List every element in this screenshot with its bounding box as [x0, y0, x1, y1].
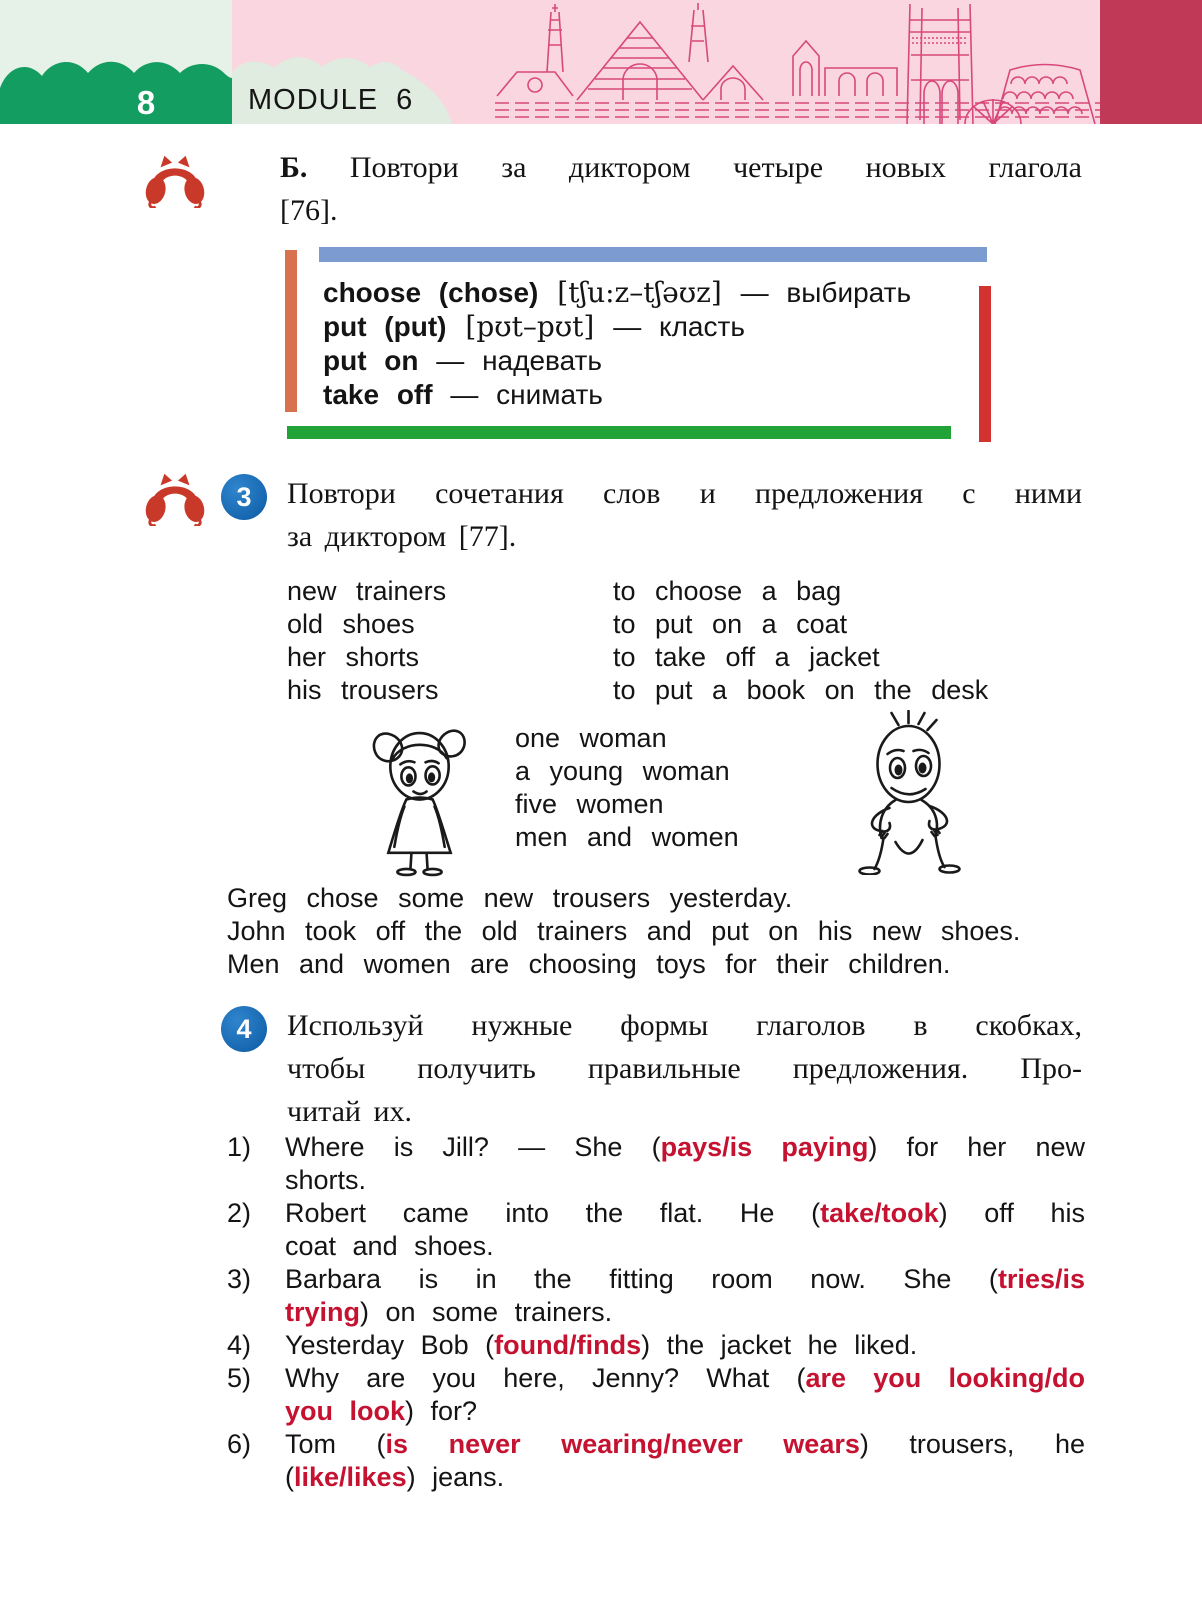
headphones-icon: [144, 150, 206, 208]
item-number: 4): [227, 1330, 252, 1360]
section-b-text: Б. Повтори за диктором четыре новых глагола [76].: [280, 151, 1082, 227]
word-list-left: new trainers old shoes her shorts his trousers: [287, 576, 447, 705]
exercise-4-item: [227, 1197, 1085, 1263]
vocab-right-bar: [979, 286, 991, 442]
item-text: Barbara is in the fitting room now. She (tries/is trying) on some trainers.: [285, 1264, 1085, 1327]
vocab-box: [285, 246, 995, 448]
item-text: Tom (is never wearing/never wears) trousers, he (like/likes) jeans.: [285, 1429, 1086, 1492]
header-pink-panel: [232, 0, 1100, 124]
page-header: [0, 0, 1202, 124]
item-text: Why are you here, Jenny? What (are you looking/do you look) for?: [285, 1363, 1085, 1426]
vocab-left-bar: [285, 250, 297, 412]
header-left-panel: [0, 0, 232, 124]
girl-figure: [366, 714, 472, 882]
module-label: MODULE 6: [248, 84, 414, 116]
item-number: 6): [227, 1429, 252, 1459]
item-number: 1): [227, 1132, 252, 1162]
item-number: 2): [227, 1198, 252, 1228]
example-sentences: Greg chose some new trousers yesterday. John took off the old trainers and put on his new shoes. Men and women are choosing toys for their children.: [227, 883, 1021, 979]
exercise-4-item: [227, 1362, 1085, 1428]
center-word-list: one woman a young woman five women men and women: [515, 723, 739, 852]
exercise-number-badge: 3: [221, 474, 267, 520]
vocab-lines: choose (chose) [tʃu:z–tʃəʊz] — выбирать put (put) [pʊt–pʊt] — класть put on — надевать take off — снимать: [323, 276, 912, 410]
item-text: Where is Jill? — She (pays/is paying) for her new shorts.: [285, 1132, 1086, 1195]
word-list-right: to choose a bag to put on a coat to take off a jacket to put a book on the desk: [613, 576, 989, 705]
green-scallop-shape: [0, 0, 232, 124]
exercise-4-item: [227, 1329, 1085, 1362]
exercise-4-item: [227, 1263, 1085, 1329]
page-number: 8: [136, 84, 156, 121]
skyline-art: [495, 0, 1100, 124]
item-number: 3): [227, 1264, 252, 1294]
item-text: Yesterday Bob (found/finds) the jacket he liked.: [285, 1330, 918, 1360]
boy-figure: [850, 710, 968, 880]
exercise-4-item: [227, 1428, 1085, 1494]
vocab-bottom-bar: [287, 426, 951, 439]
header-accent-bar: [1100, 0, 1202, 124]
exercise-3-instruction: Повтори сочетания слов и предложения с ними за диктором [77].: [287, 477, 1082, 553]
vocab-top-bar: [319, 247, 987, 262]
item-number: 5): [227, 1363, 252, 1393]
headphones-icon: [144, 468, 206, 526]
exercise-4-item: [227, 1131, 1085, 1197]
exercise-number-badge: 4: [221, 1006, 267, 1052]
exercise-4-instruction: Используй нужные формы глаголов в скобках, чтобы получить правильные предложения. Про- читай их.: [287, 1009, 1082, 1128]
item-text: Robert came into the flat. He (take/took) off his coat and shoes.: [285, 1198, 1085, 1261]
